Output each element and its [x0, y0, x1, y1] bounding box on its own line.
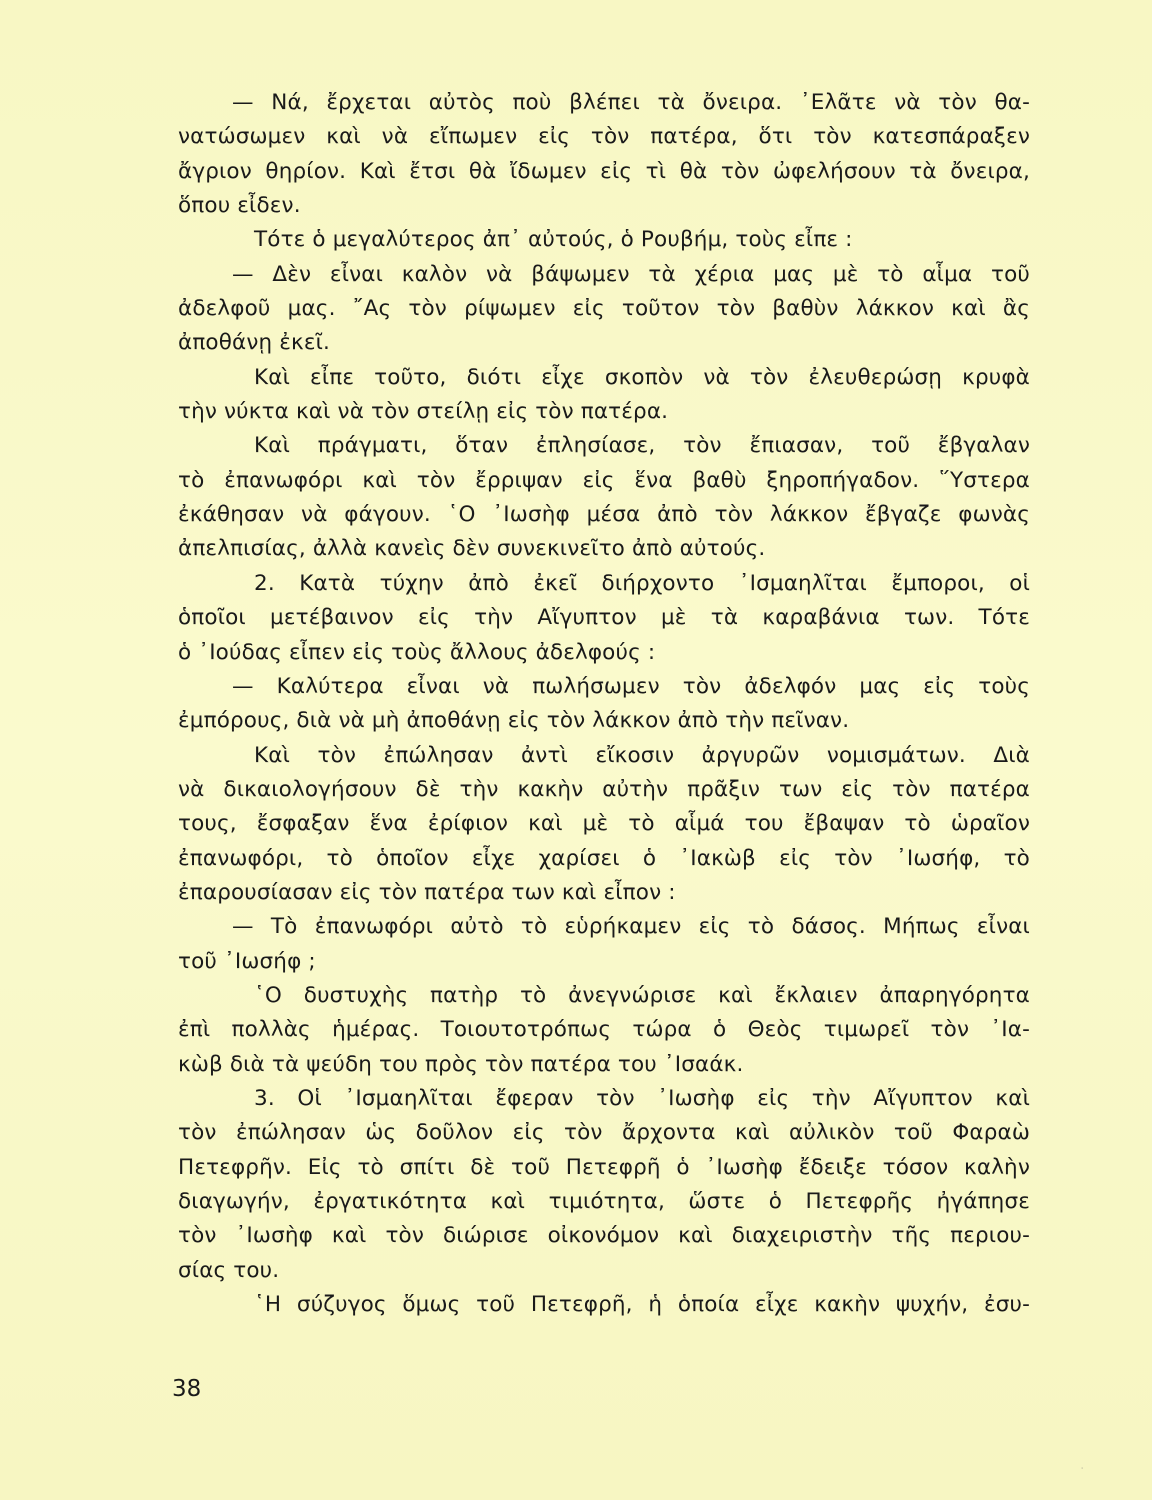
text-line: ἀδελφοῦ μας. ῎Ας τὸν ρίψωμεν εἰς τοῦτον τὸν βαθὺν λάκκον καὶ ἂς [178, 296, 1030, 322]
text-line: τους, ἔσφαξαν ἕνα ἐρίφιον καὶ μὲ τὸ αἷμά του ἔβαψαν τὸ ὡραῖον [178, 811, 1030, 837]
text-line: Καὶ τὸν ἐπώλησαν ἀντὶ εἴκοσιν ἀργυρῶν νομισμάτων. Διὰ [254, 742, 1030, 768]
text-line: 3. Οἱ ᾿Ισμαηλῖται ἔφεραν τὸν ᾿Ιωσὴφ εἰς τὴν Αἴγυπτον καὶ [254, 1085, 1030, 1111]
text-line: — Τὸ ἐπανωφόρι αὐτὸ τὸ εὑρήκαμεν εἰς τὸ δάσος. Μήπως εἶναι [232, 914, 1030, 940]
text-line: ἐπὶ πολλὰς ἡμέρας. Τοιουτοτρόπως τώρα ὁ Θεὸς τιμωρεῖ τὸν ᾿Ια- [178, 1017, 1030, 1043]
text-line: ῾Ο δυστυχὴς πατὴρ τὸ ἀνεγνώρισε καὶ ἔκλαιεν ἀπαρηγόρητα [254, 982, 1030, 1008]
text-line: 2. Κατὰ τύχην ἀπὸ ἐκεῖ διήρχοντο ᾿Ισμαηλῖται ἔμποροι, οἱ [254, 570, 1030, 596]
scan-speck-icon: · [1080, 1461, 1085, 1477]
text-line: ἀποθάνῃ ἐκεῖ. [178, 330, 331, 356]
text-line: Καὶ πράγματι, ὅταν ἐπλησίασε, τὸν ἔπιασαν, τοῦ ἔβγαλαν [254, 433, 1030, 459]
text-line: τὸν ᾿Ιωσὴφ καὶ τὸν διώρισε οἰκονόμον καὶ διαχειριστὴν τῆς περιου- [178, 1223, 1030, 1249]
text-line: ὁ ᾿Ιούδας εἶπεν εἰς τοὺς ἄλλους ἀδελφούς : [178, 639, 656, 665]
text-line: τὸ ἐπανωφόρι καὶ τὸν ἔρριψαν εἰς ἕνα βαθὺ ξηροπήγαδον. ῞Υστερα [178, 467, 1030, 493]
text-line: ἐμπόρους, διὰ νὰ μὴ ἀποθάνῃ εἰς τὸν λάκκον ἀπὸ τὴν πεῖναν. [178, 708, 850, 734]
text-line: ὅπου εἶδεν. [178, 193, 301, 219]
text-line: Πετεφρῆν. Εἰς τὸ σπίτι δὲ τοῦ Πετεφρῆ ὁ ᾿Ιωσὴφ ἔδειξε τόσον καλὴν [178, 1154, 1030, 1180]
text-line: — Νά, ἔρχεται αὐτὸς ποὺ βλέπει τὰ ὄνειρα. ᾿Ελᾶτε νὰ τὸν θα- [232, 90, 1030, 115]
text-line: — Καλύτερα εἶναι νὰ πωλήσωμεν τὸν ἀδελφόν μας εἰς τοὺς [232, 673, 1030, 699]
text-line: — Δὲν εἶναι καλὸν νὰ βάψωμεν τὰ χέρια μας μὲ τὸ αἷμα τοῦ [232, 261, 1030, 287]
text-line: τὸν ἐπώλησαν ὡς δοῦλον εἰς τὸν ἄρχοντα καὶ αὐλικὸν τοῦ Φαραὼ [178, 1120, 1030, 1146]
text-line: Καὶ εἶπε τοῦτο, διότι εἶχε σκοπὸν νὰ τὸν ἐλευθερώσῃ κρυφὰ [254, 364, 1030, 390]
text-line: Τότε ὁ μεγαλύτερος ἀπ᾿ αὐτούς, ὁ Ρουβήμ, τοὺς εἶπε : [254, 227, 853, 253]
page-number: 38 [172, 1376, 202, 1402]
text-line: νατώσωμεν καὶ νὰ εἴπωμεν εἰς τὸν πατέρα, ὅτι τὸν κατεσπάραξεν [178, 124, 1030, 150]
text-line: τὴν νύκτα καὶ νὰ τὸν στείλῃ εἰς τὸν πατέρα. [178, 399, 669, 425]
text-line: ἐπανωφόρι, τὸ ὁποῖον εἶχε χαρίσει ὁ ᾿Ιακὼβ εἰς τὸν ᾿Ιωσήφ, τὸ [178, 845, 1030, 871]
text-line: κὼβ διὰ τὰ ψεύδη του πρὸς τὸν πατέρα του ᾿Ισαάκ. [178, 1051, 744, 1077]
text-line: ἀπελπισίας, ἀλλὰ κανεὶς δὲν συνεκινεῖτο ἀπὸ αὐτούς. [178, 536, 766, 562]
text-line: νὰ δικαιολογήσουν δὲ τὴν κακὴν αὐτὴν πρᾶξιν των εἰς τὸν πατέρα [178, 776, 1030, 802]
text-line: ἐπαρουσίασαν εἰς τὸν πατέρα των καὶ εἶπον : [178, 879, 676, 905]
text-line: ῾Η σύζυγος ὅμως τοῦ Πετεφρῆ, ἡ ὁποία εἶχε κακὴν ψυχήν, ἐσυ- [254, 1292, 1030, 1318]
text-line: σίας του. [178, 1257, 280, 1283]
page-text [178, 86, 1030, 1322]
text-line: ὁποῖοι μετέβαινον εἰς τὴν Αἴγυπτον μὲ τὰ καραβάνια των. Τότε [178, 605, 1030, 631]
text-line: ἄγριον θηρίον. Καὶ ἔτσι θὰ ἴδωμεν εἰς τὶ θὰ τὸν ὠφελήσουν τὰ ὄνειρα, [178, 158, 1030, 184]
text-line: τοῦ ᾿Ιωσήφ ; [178, 948, 316, 974]
text-line: ἐκάθησαν νὰ φάγουν. ῾Ο ᾿Ιωσὴφ μέσα ἀπὸ τὸν λάκκον ἔβγαζε φωνὰς [178, 502, 1030, 528]
text-line: διαγωγήν, ἐργατικότητα καὶ τιμιότητα, ὥστε ὁ Πετεφρῆς ἠγάπησε [178, 1189, 1030, 1214]
